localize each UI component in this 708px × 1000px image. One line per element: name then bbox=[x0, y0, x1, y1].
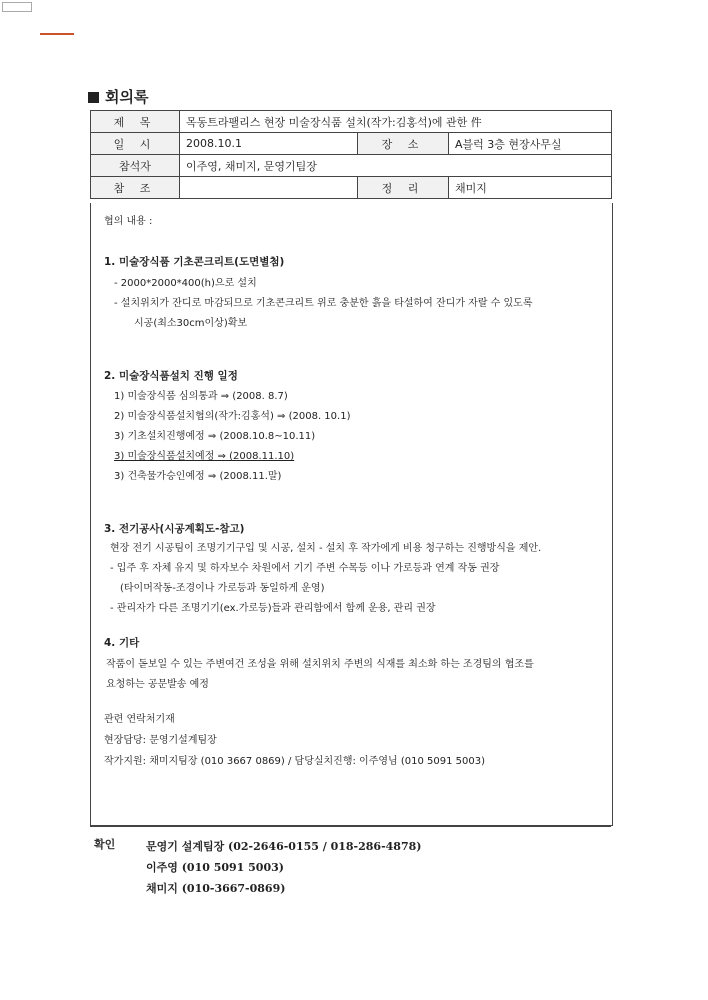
ref-value bbox=[180, 177, 358, 199]
attendees-label: 참석자 bbox=[91, 155, 180, 177]
date-label: 일 시 bbox=[91, 133, 180, 155]
section3-line: - 관리자가 다른 조명기기(ex.가로등)들과 관리함에서 함께 운용, 관리 권장 bbox=[110, 603, 436, 614]
contact-line: 작가지원: 채미지팀장 (010 3667 0869) / 담당실치진행: 이주영님 (010 5091 5003) bbox=[104, 756, 486, 767]
ref-row bbox=[91, 177, 612, 199]
red-pen-mark bbox=[40, 33, 74, 35]
subject-label: 제 목 bbox=[91, 111, 180, 133]
section4-line: 요청하는 공문발송 예정 bbox=[106, 679, 209, 690]
confirm-label: 확인 bbox=[94, 838, 116, 851]
section1-line: - 설치위치가 잔디로 마감되므로 기초콘크리트 위로 충분한 흙을 타설하여 잔디가 자랄 수 있도록 bbox=[114, 298, 533, 309]
section4-line: 작품이 돋보일 수 있는 주변여건 조성을 위해 설치위치 주변의 식재를 최소화 하는 조경팀의 협조를 bbox=[106, 659, 534, 670]
divider bbox=[90, 826, 611, 827]
confirm-contact-line: 이주영 (010 5091 5003) bbox=[146, 861, 284, 874]
document-title bbox=[88, 86, 148, 107]
schedule-item bbox=[104, 449, 609, 464]
section3-line: - 입주 후 자체 유지 및 하자보수 차원에서 기기 주변 수목등 이나 가로등과 연계 작동 권장 bbox=[110, 563, 500, 574]
meeting-content bbox=[104, 214, 609, 769]
date-value: 2008.10.1 bbox=[180, 133, 358, 155]
ref-label: 참 조 bbox=[91, 177, 180, 199]
place-label: 장 소 bbox=[358, 133, 449, 155]
schedule-item: 2) 미술장식품설치협의(작가:김홍석) ⇒ (2008. 10.1) bbox=[114, 411, 351, 422]
section1-title: 1. 미술장식품 기초콘크리트(도면별첨) bbox=[104, 256, 285, 268]
corner-stamp-mark bbox=[2, 2, 32, 12]
recorder-value: 채미지 bbox=[449, 177, 612, 199]
schedule-item-underlined: 3) 미술장식품설치예정 ⇒ (2008.11.10) bbox=[114, 451, 295, 462]
square-bullet-icon bbox=[88, 92, 99, 103]
contact-line: 현장담당: 문영기설계팀장 bbox=[104, 735, 217, 746]
place-value: A블럭 3층 현장사무실 bbox=[449, 133, 612, 155]
confirm-contacts bbox=[146, 836, 421, 899]
section3-line: (타이머작동-조경이나 가로등과 동일하게 운영) bbox=[120, 583, 325, 594]
section2-title: 2. 미술장식품설치 진행 일정 bbox=[104, 370, 238, 382]
attendees-row bbox=[91, 155, 612, 177]
section3-title: 3. 전기공사(시공계획도-참고) bbox=[104, 523, 245, 535]
date-place-row bbox=[91, 133, 612, 155]
attendees-value: 이주영, 채미지, 문영기팀장 bbox=[180, 155, 612, 177]
schedule-item: 3) 건축물가승인예정 ⇒ (2008.11.말) bbox=[114, 471, 282, 482]
section3-line: 현장 전기 시공팀이 조명기기구입 및 시공, 설치 - 설치 후 작가에게 비용 청구하는 진행방식을 제안. bbox=[110, 543, 542, 554]
schedule-item: 3) 기초설치진행예정 ⇒ (2008.10.8~10.11) bbox=[114, 431, 316, 442]
header-table bbox=[90, 110, 612, 199]
section1-line: - 2000*2000*400(h)으로 설치 bbox=[114, 278, 257, 289]
recorder-label: 정 리 bbox=[358, 177, 449, 199]
contact-title: 관련 연락처기재 bbox=[104, 714, 175, 725]
schedule-item: 1) 미술장식품 심의통과 ⇒ (2008. 8.7) bbox=[114, 391, 288, 402]
document-title-text: 회의록 bbox=[105, 88, 149, 106]
subject-value: 목동트라팰리스 현장 미술장식품 설치(작가:김홍석)에 관한 件 bbox=[180, 111, 612, 133]
section4-title: 4. 기타 bbox=[104, 637, 140, 649]
confirm-contact-line: 문영기 설계팀장 (02-2646-0155 / 018-286-4878) bbox=[146, 840, 422, 853]
subject-row bbox=[91, 111, 612, 133]
confirm-contact-line: 채미지 (010-3667-0869) bbox=[146, 882, 286, 895]
content-intro: 협의 내용 : bbox=[104, 216, 153, 227]
section1-line: 시공(최소30cm이상)확보 bbox=[134, 318, 248, 329]
